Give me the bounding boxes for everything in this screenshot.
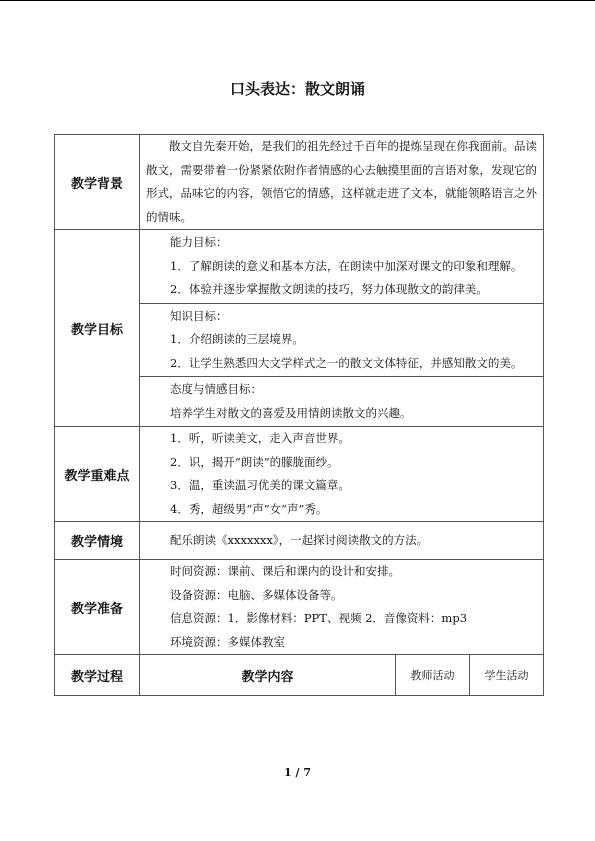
knowledge-goal-item: 1．介绍朗读的三层境界。 — [170, 332, 304, 346]
goals-heading: 教学目标 — [55, 230, 140, 427]
lesson-plan-table — [54, 134, 544, 696]
knowledge-goals-label: 知识目标： — [170, 308, 228, 323]
header-rule — [0, 0, 595, 1]
scenario-text: 配乐朗读《xxxxxxx》，一起探讨阅读散文的方法。 — [170, 532, 429, 547]
preparation-item: 信息资源：1．影像材料：PPT、视频 2．音像资料：mp3 — [170, 611, 468, 625]
teacher-activity-header: 教师活动 — [396, 655, 470, 696]
row-scenario — [55, 522, 544, 560]
attitude-goal-item: 培养学生对散文的喜爱及用情朗读散文的兴趣。 — [170, 405, 412, 420]
key-point-item: 1．听，听读美文，走入声音世界。 — [170, 431, 350, 445]
key-point-item: 3．温，重读温习优美的课文篇章。 — [170, 478, 350, 492]
key-point-item: 2．识，揭开“朗读”的朦胧面纱。 — [170, 454, 339, 469]
page-title: 口头表达：散文朗诵 — [229, 80, 365, 98]
ability-goals-label: 能力目标： — [170, 235, 228, 249]
key-point-item: 4．秀，超级男“声”女“声”秀。 — [170, 501, 328, 516]
row-preparation — [55, 560, 544, 655]
preparation-item: 环境资源：多媒体教室 — [170, 634, 285, 649]
scenario-heading: 教学情境 — [55, 522, 140, 560]
ability-goal-item: 1．了解朗读的意义和基本方法，在朗读中加深对课文的印象和理解。 — [170, 258, 523, 273]
ability-goal-item: 2．体验并逐步掌握散文朗读的技巧，努力体现散文的韵律美。 — [170, 282, 488, 296]
attitude-goals-cell — [140, 377, 544, 427]
row-goals-ability — [55, 230, 544, 304]
attitude-goals-label: 态度与情感目标： — [170, 382, 262, 396]
process-heading: 教学过程 — [55, 655, 140, 696]
knowledge-goals-cell — [140, 303, 544, 377]
background-text: 散文自先秦开始，是我们的祖先经过千百年的提炼呈现在你我面前。品读散文，需要带着一份紧紧依附作者情感的心去触摸里面的言语对象，发现它的形式，品味它的内容，领悟它的情感，这样就走进了文本，就能领略语言之外的情味。 — [146, 139, 537, 224]
student-activity-header: 学生活动 — [470, 655, 544, 696]
knowledge-goal-item: 2．让学生熟悉四大文学样式之一的散文文体特征，并感知散文的美。 — [170, 355, 523, 370]
background-heading: 教学背景 — [55, 135, 140, 230]
page-number: 1 / 7 — [284, 766, 311, 779]
row-process — [55, 655, 544, 696]
row-background — [55, 135, 544, 230]
row-key-points — [55, 427, 544, 522]
preparation-item: 时间资源：课前、课后和课内的设计和安排。 — [170, 564, 400, 578]
ability-goals-cell — [140, 230, 544, 304]
preparation-item: 设备资源：电脑、多媒体设备等。 — [170, 587, 343, 602]
background-cell — [140, 135, 544, 230]
scenario-cell — [140, 522, 544, 560]
preparation-heading: 教学准备 — [55, 560, 140, 655]
key-points-heading: 教学重难点 — [55, 427, 140, 522]
key-points-cell — [140, 427, 544, 522]
preparation-cell — [140, 560, 544, 655]
content-column-header: 教学内容 — [140, 655, 396, 696]
